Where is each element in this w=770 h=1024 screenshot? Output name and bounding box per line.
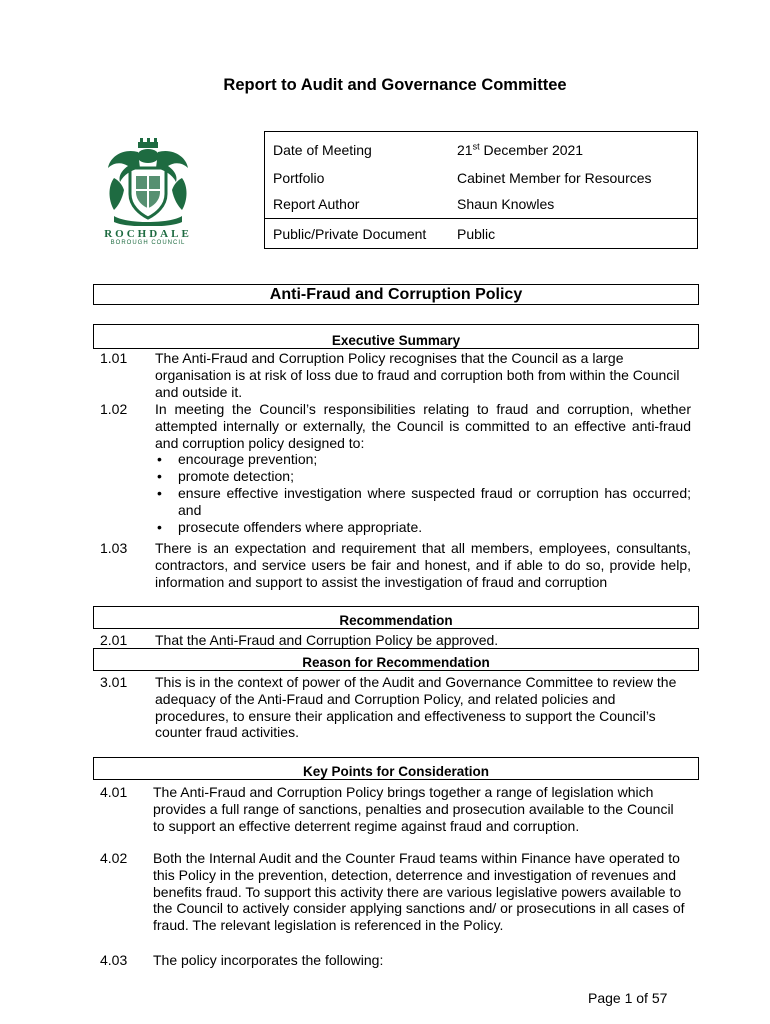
policy-title: Anti-Fraud and Corruption Policy: [93, 284, 699, 305]
list-item: • promote detection;: [155, 468, 691, 485]
paragraph-text: Both the Internal Audit and the Counter Fraud teams within Finance have operated to this Policy in the prevention, detection, deterrence and investigation of revenues and benefits fraud. To support this activity there are various legislative powers available to the Council to actively consider applying sanctions and/ or prosecutions in all cases of fraud. The relevant legislation is referenced in the Policy.: [153, 850, 685, 934]
paragraph-number: 2.01: [100, 632, 128, 648]
paragraph-text: That the Anti-Fraud and Corruption Policy be approved.: [155, 632, 499, 648]
paragraph-text: The Anti-Fraud and Corruption Policy recognises that the Council as a large organisation is at risk of loss due to fraud and corruption both from within the Council and outside it.: [155, 350, 680, 400]
paragraph-text: The Anti-Fraud and Corruption Policy brings together a range of legislation which provides a full range of sanctions, penalties and prosecution available to the Council to support an effective deterrent regime against fraud and corruption.: [153, 784, 674, 834]
paragraph-number: 4.03: [100, 952, 128, 968]
date-label: Date of Meeting: [273, 142, 372, 158]
meeting-details-table: [264, 131, 698, 249]
paragraph-number: 1.02: [100, 401, 128, 417]
author-value: Shaun Knowles: [457, 196, 555, 212]
key-points-heading: Key Points for Consideration: [93, 757, 699, 780]
portfolio-label: Portfolio: [273, 170, 325, 186]
logo-wordmark: ROCHDALE: [104, 228, 192, 240]
date-row: [273, 142, 693, 160]
list-item: • prosecute offenders where appropriate.: [155, 519, 691, 536]
author-label: Report Author: [273, 196, 360, 212]
paragraph-text: There is an expectation and requirement that all members, employees, consultants, contractors, and service users be fair and honest, and if able to do so, provide help, information and support to assist the investigation of fraud and corruption: [155, 540, 691, 590]
paragraph-number: 4.02: [100, 850, 128, 866]
page-number: Page 1 of 57: [588, 990, 668, 1006]
reason-heading: Reason for Recommendation: [93, 648, 699, 671]
list-item: • ensure effective investigation where suspected fraud or corruption has occurred; and: [155, 485, 691, 519]
objectives-list: [155, 451, 691, 535]
paragraph-number: 4.01: [100, 784, 128, 800]
portfolio-row: [273, 170, 693, 188]
list-item: • encourage prevention;: [155, 451, 691, 468]
paragraph-number: 1.01: [100, 350, 128, 366]
paragraph-text: In meeting the Council’s responsibilities relating to fraud and corruption, whether attempted internally or externally, the Council is committed to an effective anti-fraud and corruption policy designed to: • encourage prevention; • promote detection; • ensure effective investigation where suspected fraud or corruption has occurred; and • prosecute offenders where appropriate.: [155, 401, 691, 535]
logo-subtitle: BOROUGH COUNCIL: [110, 240, 186, 246]
paragraph-number: 1.03: [100, 540, 128, 556]
council-logo: [100, 138, 196, 250]
report-title: Report to Audit and Governance Committee: [223, 76, 567, 94]
author-row: [273, 196, 693, 214]
document-type-row: [273, 226, 693, 244]
document-type-value: Public: [457, 226, 496, 242]
paragraph-number: 3.01: [100, 674, 128, 690]
crest-icon: [100, 138, 196, 226]
recommendation-heading: Recommendation: [93, 606, 699, 629]
document-type-label: Public/Private Document: [273, 226, 427, 242]
portfolio-value: Cabinet Member for Resources: [457, 170, 652, 186]
paragraph-text: This is in the context of power of the Audit and Governance Committee to review the adequacy of the Anti-Fraud and Corruption Policy, and related policies and procedures, to ensure their application and effectiveness to support the Council’s counter fraud activities.: [155, 674, 677, 741]
table-divider: [265, 218, 697, 219]
paragraph-text: The policy incorporates the following:: [153, 952, 384, 968]
date-value: 21st December 2021: [457, 141, 584, 158]
executive-summary-heading: Executive Summary: [93, 324, 699, 349]
